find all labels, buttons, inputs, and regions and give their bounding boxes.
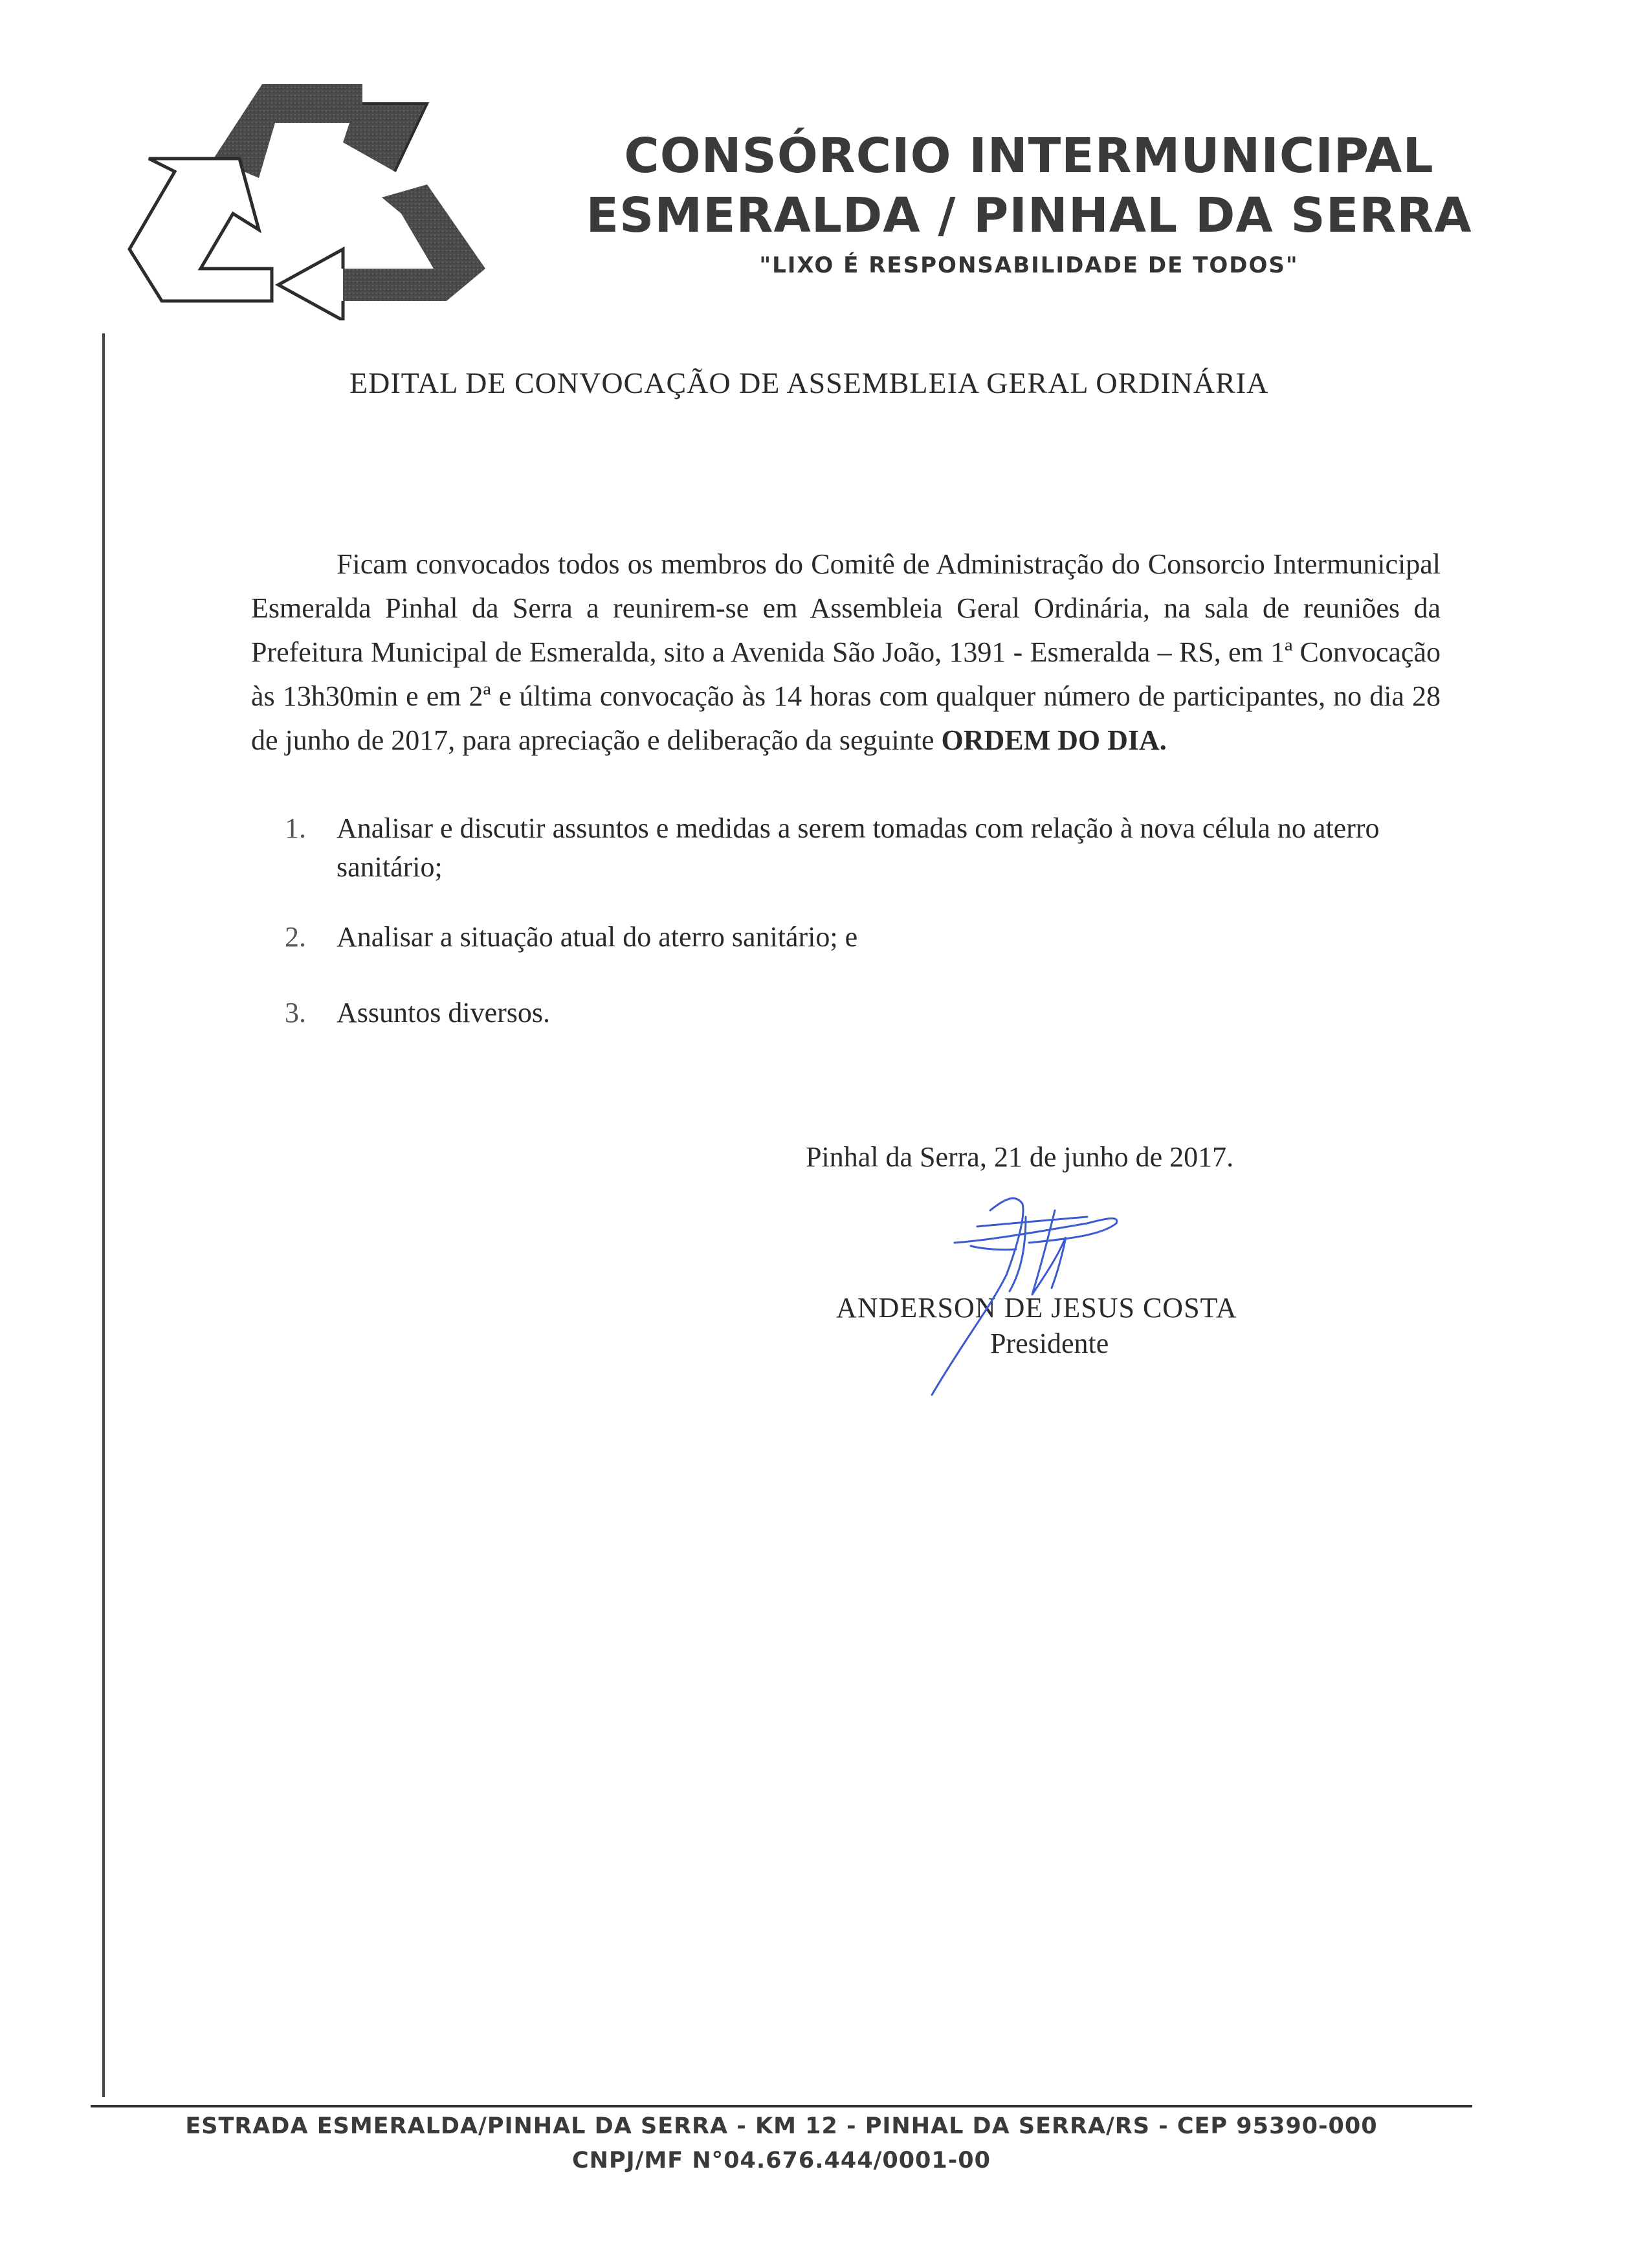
notice-title: EDITAL DE CONVOCAÇÃO DE ASSEMBLEIA GERAL ORDINÁRIA	[349, 366, 1269, 399]
notice-paragraph-text: Ficam convocados todos os membros do Comitê de Administração do Consorcio Intermunicipal Esmeralda Pinhal da Serra a reunirem-se em Assembleia Geral Ordinária, na sala de reuniões da Prefeitura Municipal de Esmeralda, sito a Avenida São João, 1391 - Esmeralda – RS, em 1ª Convocação às 13h30min e em 2ª e última convocação às 14 horas com qualquer número de participantes, no dia 28 de junho de 2017, para apreciação e deliberação da seguinte	[251, 548, 1441, 756]
handwritten-signature	[893, 1178, 1178, 1398]
notice-paragraph-emphasis: ORDEM DO DIA.	[941, 724, 1167, 756]
agenda-item-number: 1.	[285, 812, 306, 844]
recycle-arrows-icon	[123, 74, 498, 320]
place-and-date: Pinhal da Serra, 21 de junho de 2017.	[806, 1141, 1234, 1173]
left-margin-rule	[102, 333, 105, 2097]
organization-name	[576, 126, 1482, 245]
footer-address: ESTRADA ESMERALDA/PINHAL DA SERRA - KM 12 - PINHAL DA SERRA/RS - CEP 95390-000	[185, 2113, 1378, 2139]
agenda-item-number: 2.	[285, 921, 306, 953]
agenda-item-text: Analisar e discutir assuntos e medidas a serem tomadas com relação à nova célula no aterro sanitário;	[337, 812, 1380, 883]
agenda-item-number: 3.	[285, 997, 306, 1028]
signer-role: Presidente	[990, 1328, 1109, 1359]
agenda-item-text: Analisar a situação atual do aterro sanitário; e	[337, 921, 858, 953]
agenda-item-text: Assuntos diversos.	[337, 997, 551, 1028]
signer-name: ANDERSON DE JESUS COSTA	[836, 1292, 1237, 1324]
organization-slogan: "LIXO É RESPONSABILIDADE DE TODOS"	[759, 252, 1299, 278]
footer-cnpj: CNPJ/MF N°04.676.444/0001-00	[572, 2148, 991, 2174]
organization-name-line2: ESMERALDA / PINHAL DA SERRA	[586, 188, 1472, 243]
footer-rule	[91, 2105, 1472, 2107]
notice-paragraph	[251, 542, 1441, 762]
organization-name-line1: CONSÓRCIO INTERMUNICIPAL	[624, 128, 1434, 184]
